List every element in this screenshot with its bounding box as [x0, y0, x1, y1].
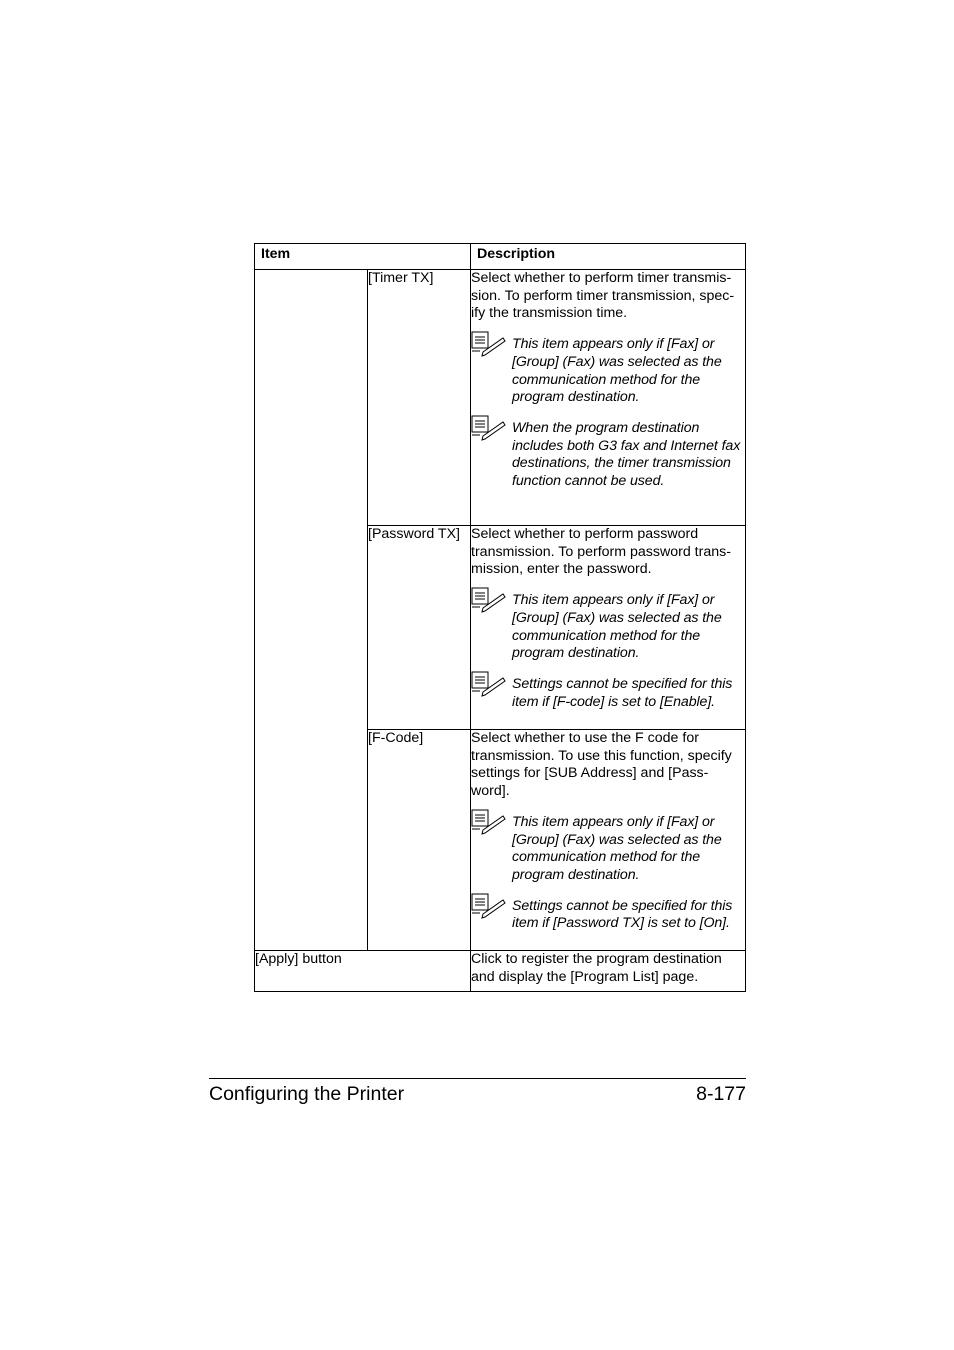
note	[471, 676, 745, 711]
table-row	[255, 270, 746, 526]
description-cell	[471, 270, 746, 526]
sub-item-f-code: [F-Code]	[368, 730, 471, 951]
note-pencil-icon	[471, 587, 507, 613]
group-cell	[255, 270, 368, 951]
description-cell	[471, 526, 746, 730]
note-text: This item appears only if [Fax] or [Group] (Fax) was selected as the communication method for the program destination.	[512, 336, 722, 406]
settings-table	[254, 243, 746, 992]
note-text: When the program destination includes both G3 fax and Internet fax destinations, the timer transmission function cannot be used.	[512, 419, 741, 490]
note	[471, 420, 745, 491]
note	[471, 592, 745, 663]
note-pencil-icon	[471, 415, 507, 441]
description-text: Select whether to perform password transmission. To perform password trans-mission, enter the password.	[471, 526, 731, 578]
description-text: Select whether to use the F code for transmission. To use this function, specify settings for [SUB Address] and [Pass-word].	[471, 730, 732, 800]
note	[471, 336, 745, 407]
item-apply-button: [Apply] button	[255, 951, 471, 992]
note-pencil-icon	[471, 331, 507, 357]
header-item: Item	[255, 244, 471, 270]
table-header-row	[255, 244, 746, 270]
footer-title: Configuring the Printer	[209, 1083, 405, 1105]
note-text: This item appears only if [Fax] or [Group] (Fax) was selected as the communication method for the program destination.	[512, 592, 722, 662]
note-text: Settings cannot be specified for this item if [F-code] is set to [Enable].	[512, 675, 733, 710]
note	[471, 814, 745, 885]
sub-item-timer-tx: [Timer TX]	[368, 270, 471, 526]
footer-divider	[209, 1078, 746, 1079]
header-description: Description	[471, 244, 746, 270]
note-text: Settings cannot be specified for this item if [Password TX] is set to [On].	[512, 897, 733, 932]
note-text: This item appears only if [Fax] or [Group] (Fax) was selected as the communication method for the program destination.	[512, 813, 722, 883]
note-pencil-icon	[471, 809, 507, 835]
description-text: Select whether to perform timer transmis-sion. To perform timer transmission, spec-ify the transmission time.	[471, 270, 735, 322]
description-text: Click to register the program destination and display the [Program List] page.	[471, 951, 746, 992]
page-number: 8-177	[696, 1083, 746, 1105]
table-row-apply	[255, 951, 746, 992]
note	[471, 898, 745, 933]
note-pencil-icon	[471, 671, 507, 697]
description-cell	[471, 730, 746, 951]
sub-item-password-tx: [Password TX]	[368, 526, 471, 730]
note-pencil-icon	[471, 893, 507, 919]
